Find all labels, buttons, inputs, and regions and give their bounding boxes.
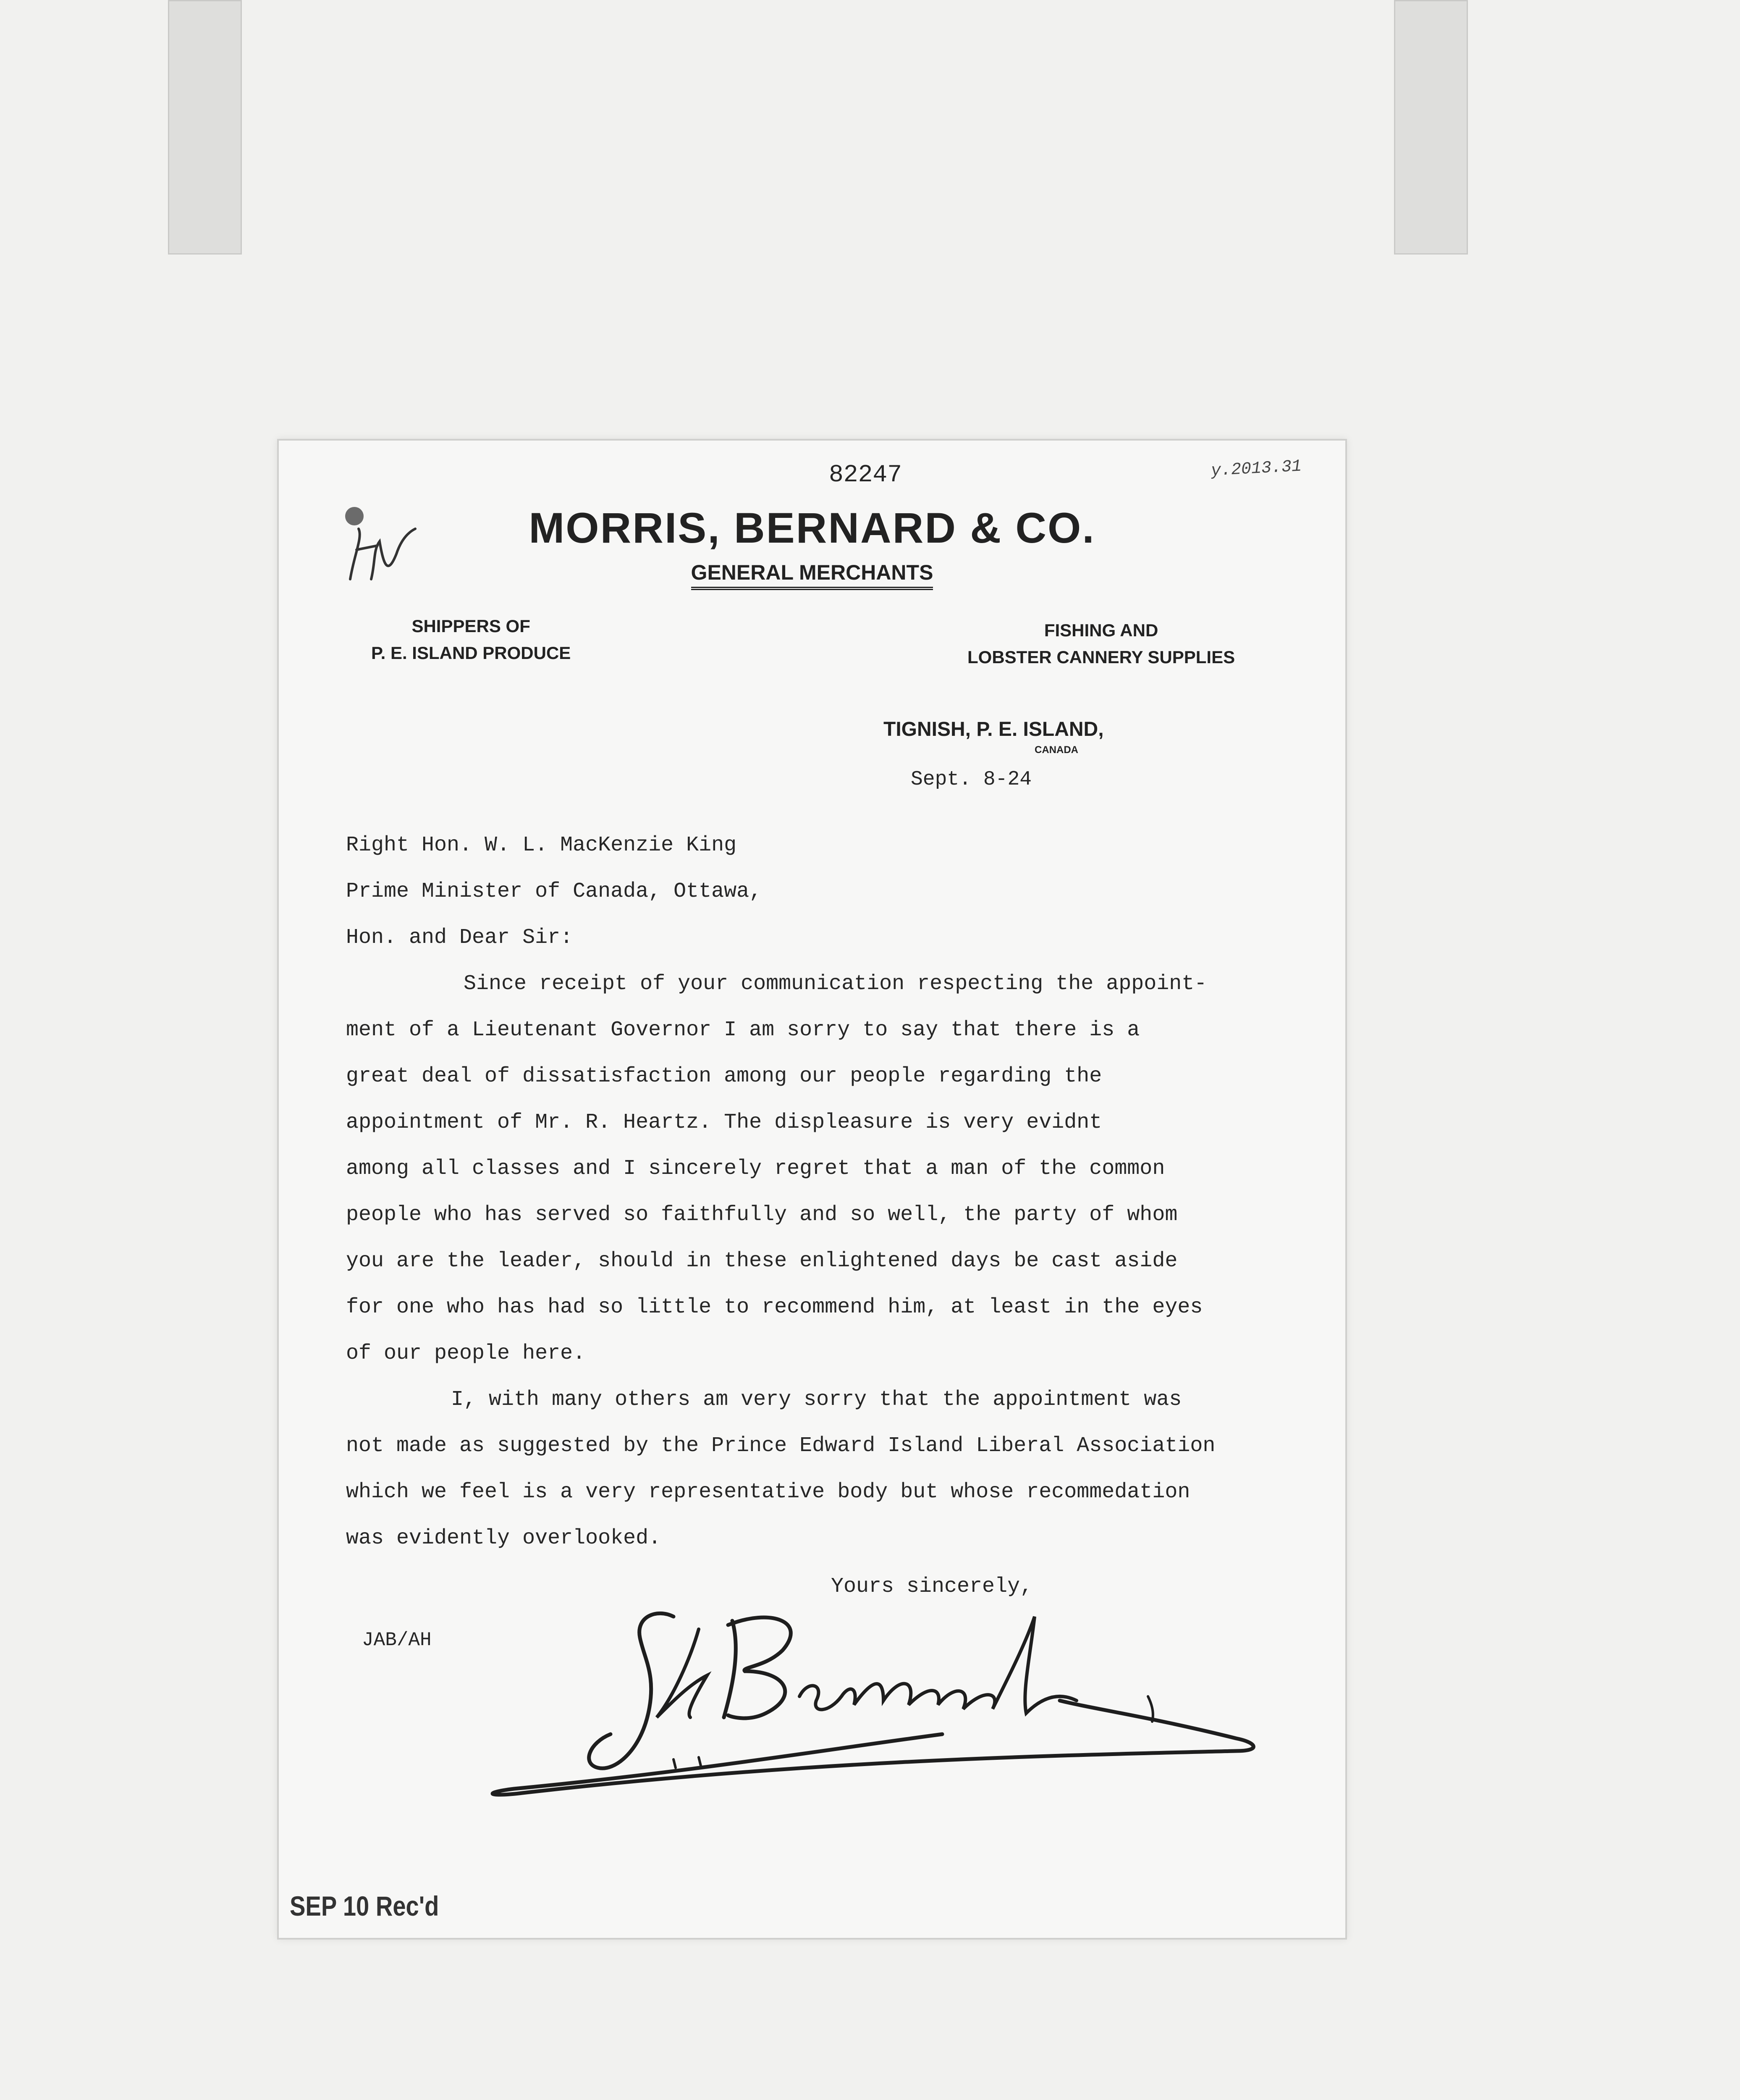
letterhead-left-column [371, 613, 571, 667]
file-number: 82247 [829, 462, 902, 489]
body-line-4: appointment of Mr. R. Heartz. The displeasure is very evidnt [346, 1110, 1102, 1134]
address-line-1: Right Hon. W. L. MacKenzie King [346, 833, 737, 857]
subheading-text: GENERAL MERCHANTS [691, 561, 933, 590]
body-line-10: I, with many others am very sorry that the appointment was [451, 1388, 1182, 1412]
letterhead-country: CANADA [1035, 744, 1078, 756]
body-line-5: among all classes and I sincerely regret that a man of the common [346, 1157, 1165, 1181]
body-line-8: for one who has had so little to recommend him, at least in the eyes [346, 1295, 1203, 1319]
right-col-line-1: FISHING AND [1044, 620, 1158, 640]
letter-sheet [277, 439, 1347, 1940]
body-line-12: which we feel is a very representative body but whose recommedation [346, 1480, 1190, 1504]
company-subheading [279, 560, 1345, 585]
tape-strip-top-right [1394, 0, 1468, 255]
body-line-13: was evidently overlooked. [346, 1526, 661, 1550]
body-line-11: not made as suggested by the Prince Edward Island Liberal Association [346, 1434, 1216, 1458]
left-col-line-1: SHIPPERS OF [411, 616, 530, 636]
body-line-6: people who has served so faithfully and so well, the party of whom [346, 1203, 1178, 1227]
body-line-3: great deal of dissatisfaction among our people regarding the [346, 1064, 1102, 1088]
closing: Yours sincerely, [831, 1575, 1033, 1599]
right-col-line-2: LOBSTER CANNERY SUPPLIES [967, 647, 1235, 667]
letter-date: Sept. 8-24 [911, 768, 1032, 791]
margin-note: y.2013.31 [1210, 457, 1302, 481]
tape-strip-top-left [168, 0, 242, 255]
letterhead-place: TIGNISH, P. E. ISLAND, [883, 718, 1104, 740]
salutation: Hon. and Dear Sir: [346, 926, 573, 950]
typist-initials: JAB/AH [362, 1629, 432, 1651]
received-stamp: SEP 10 Rec'd [290, 1890, 439, 1922]
body-line-9: of our people here. [346, 1341, 586, 1365]
body-line-7: you are the leader, should in these enlightened days be cast aside [346, 1249, 1178, 1273]
handwritten-signature [438, 1591, 1278, 1827]
body-line-1: Since receipt of your communication respecting the appoint- [464, 972, 1207, 996]
left-col-line-2: P. E. ISLAND PRODUCE [371, 643, 571, 663]
body-line-2: ment of a Lieutenant Governor I am sorry to say that there is a [346, 1018, 1140, 1042]
company-name: MORRIS, BERNARD & CO. [529, 504, 1095, 552]
letterhead-right-column [967, 617, 1235, 671]
address-line-2: Prime Minister of Canada, Ottawa, [346, 879, 762, 903]
